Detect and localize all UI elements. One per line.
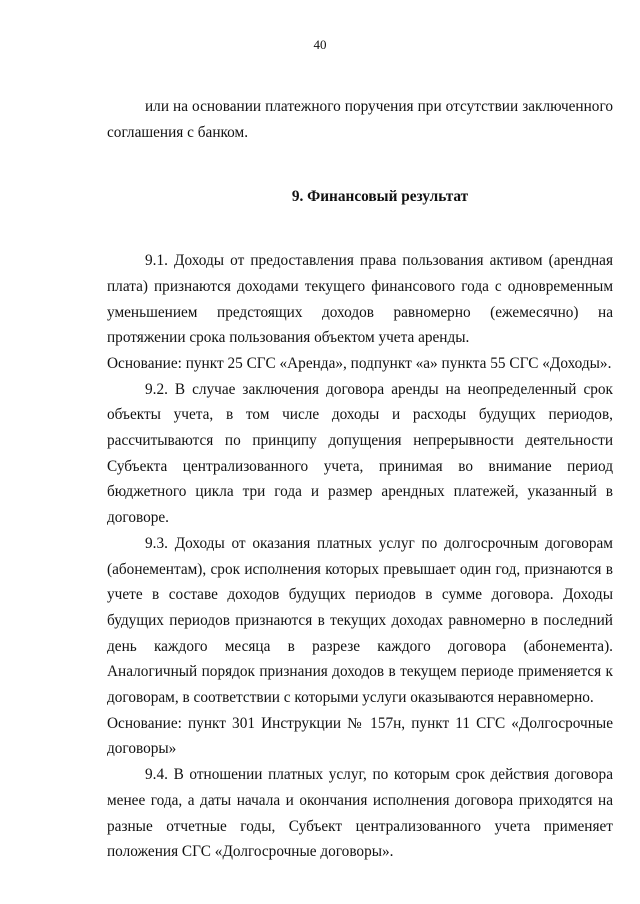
basis-9-1: Основание: пункт 25 СГС «Аренда», подпункт «а» пункта 55 СГС «Доходы». [107,354,612,372]
page-content [107,94,613,865]
section-heading: 9. Финансовый результат [291,188,469,206]
paragraph-9-2: 9.2. В случае заключения договора аренды на неопределенный срок объекты учета, в том числе доходы и расходы будущих периодов, рассчитываются по принципу допущения непрерывности деятельности Субъекта централизованного учета, принимая во внимание период бюджетного цикла три года и размер арендных платежей, указанный в договоре. [107,380,613,527]
paragraph-9-4: 9.4. В отношении платных услуг, по которым срок действия договора менее года, а даты начала и окончания исполнения договора приходятся на разные отчетные годы, Субъект централизованного учета применяет положения СГС «Долгосрочные договоры». [107,766,613,861]
basis-9-3: Основание: пункт 301 Инструкции № 157н, пункт 11 СГС «Долгосрочные договоры» [107,714,613,758]
paragraph-9-1: 9.1. Доходы от предоставления права пользования активом (арендная плата) признаются доходами текущего финансового года с одновременным уменьшением предстоящих доходов равномерно (ежемесячно) на протяжении срока пользования объектом учета аренды. [107,252,613,347]
continuation-paragraph: или на основании платежного поручения при отсутствии заключенного соглашения с банком. [107,98,613,141]
paragraph-9-3: 9.3. Доходы от оказания платных услуг по долгосрочным договорам (абонементам), срок исполнения которых превышает один год, признаются в учете в составе доходов будущих периодов в сумме договора. Доходы будущих периодов признаются в текущих доходах равномерно в последний день каждого месяца в разрезе каждого договора (абонемента). Аналогичный порядок признания доходов в текущем периоде применяется к договорам, в соответствии с которыми услуги оказываются неравномерно. [107,534,613,707]
page-number: 40 [313,37,327,52]
